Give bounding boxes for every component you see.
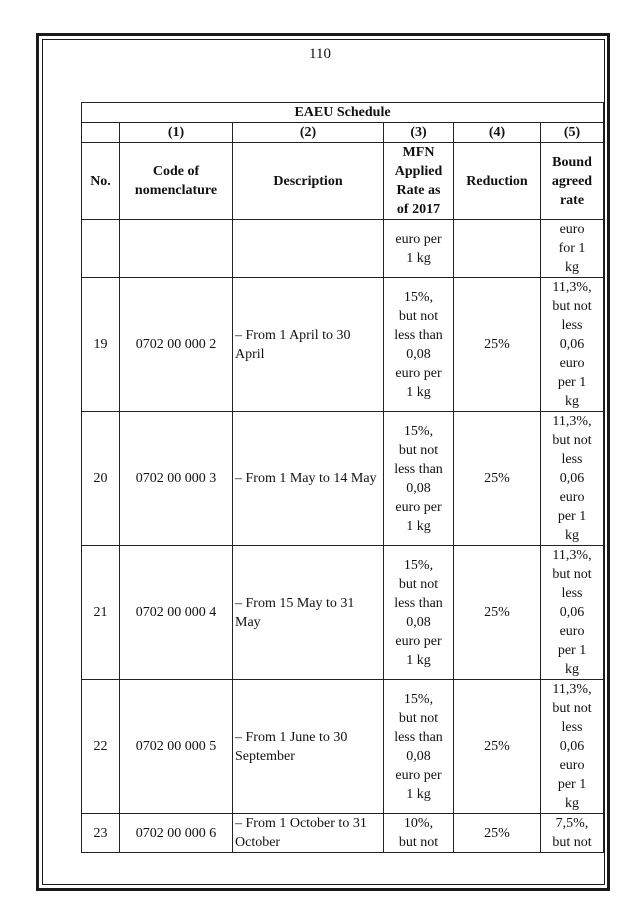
row-code: 0702 00 000 4 bbox=[120, 546, 233, 680]
row-no: 21 bbox=[82, 546, 120, 680]
table-row bbox=[82, 814, 604, 853]
column-number: (4) bbox=[454, 123, 541, 143]
row-code: 0702 00 000 3 bbox=[120, 412, 233, 546]
row-description: – From 1 October to 31 October bbox=[233, 814, 384, 853]
row-mfn-rate: 15%, but not less than 0,08 euro per 1 kg bbox=[384, 278, 454, 412]
row-mfn-rate: 15%, but not less than 0,08 euro per 1 kg bbox=[384, 546, 454, 680]
column-number: (5) bbox=[541, 123, 604, 143]
table-title: EAEU Schedule bbox=[82, 103, 604, 123]
header-mfn-rate: MFN Applied Rate as of 2017 bbox=[384, 143, 454, 220]
row-description: – From 1 June to 30 September bbox=[233, 680, 384, 814]
row-no: 19 bbox=[82, 278, 120, 412]
row-reduction: 25% bbox=[454, 680, 541, 814]
row-no: 20 bbox=[82, 412, 120, 546]
row-description: – From 1 May to 14 May bbox=[233, 412, 384, 546]
row-bound-rate: 7,5%, but not bbox=[541, 814, 604, 853]
continuation-mfn: euro per 1 kg bbox=[384, 220, 454, 278]
row-reduction: 25% bbox=[454, 546, 541, 680]
row-reduction: 25% bbox=[454, 278, 541, 412]
header-description: Description bbox=[233, 143, 384, 220]
row-no: 22 bbox=[82, 680, 120, 814]
row-bound-rate: 11,3%, but not less 0,06 euro per 1 kg bbox=[541, 546, 604, 680]
row-code: 0702 00 000 2 bbox=[120, 278, 233, 412]
row-mfn-rate: 15%, but not less than 0,08 euro per 1 kg bbox=[384, 412, 454, 546]
row-reduction: 25% bbox=[454, 412, 541, 546]
column-number: (2) bbox=[233, 123, 384, 143]
page-number: 110 bbox=[309, 46, 331, 62]
header-reduction: Reduction bbox=[454, 143, 541, 220]
continuation-row bbox=[82, 220, 604, 278]
continuation-bound: euro for 1 kg bbox=[541, 220, 604, 278]
row-reduction: 25% bbox=[454, 814, 541, 853]
column-number-row bbox=[82, 123, 604, 143]
row-code: 0702 00 000 5 bbox=[120, 680, 233, 814]
column-number: (3) bbox=[384, 123, 454, 143]
row-bound-rate: 11,3%, but not less 0,06 euro per 1 kg bbox=[541, 278, 604, 412]
eaeu-schedule-table bbox=[81, 102, 604, 853]
table-row bbox=[82, 278, 604, 412]
row-description: – From 1 April to 30 April bbox=[233, 278, 384, 412]
row-mfn-rate: 10%, but not bbox=[384, 814, 454, 853]
table-title-row bbox=[82, 103, 604, 123]
row-mfn-rate: 15%, but not less than 0,08 euro per 1 kg bbox=[384, 680, 454, 814]
row-bound-rate: 11,3%, but not less 0,06 euro per 1 kg bbox=[541, 412, 604, 546]
table-row bbox=[82, 412, 604, 546]
header-no: No. bbox=[82, 143, 120, 220]
row-code: 0702 00 000 6 bbox=[120, 814, 233, 853]
table-row bbox=[82, 546, 604, 680]
column-number: (1) bbox=[120, 123, 233, 143]
header-code: Code of nomenclature bbox=[120, 143, 233, 220]
header-bound-rate: Bound agreed rate bbox=[541, 143, 604, 220]
row-bound-rate: 11,3%, but not less 0,06 euro per 1 kg bbox=[541, 680, 604, 814]
row-no: 23 bbox=[82, 814, 120, 853]
table-row bbox=[82, 680, 604, 814]
column-number bbox=[82, 123, 120, 143]
header-row bbox=[82, 143, 604, 220]
row-description: – From 15 May to 31 May bbox=[233, 546, 384, 680]
